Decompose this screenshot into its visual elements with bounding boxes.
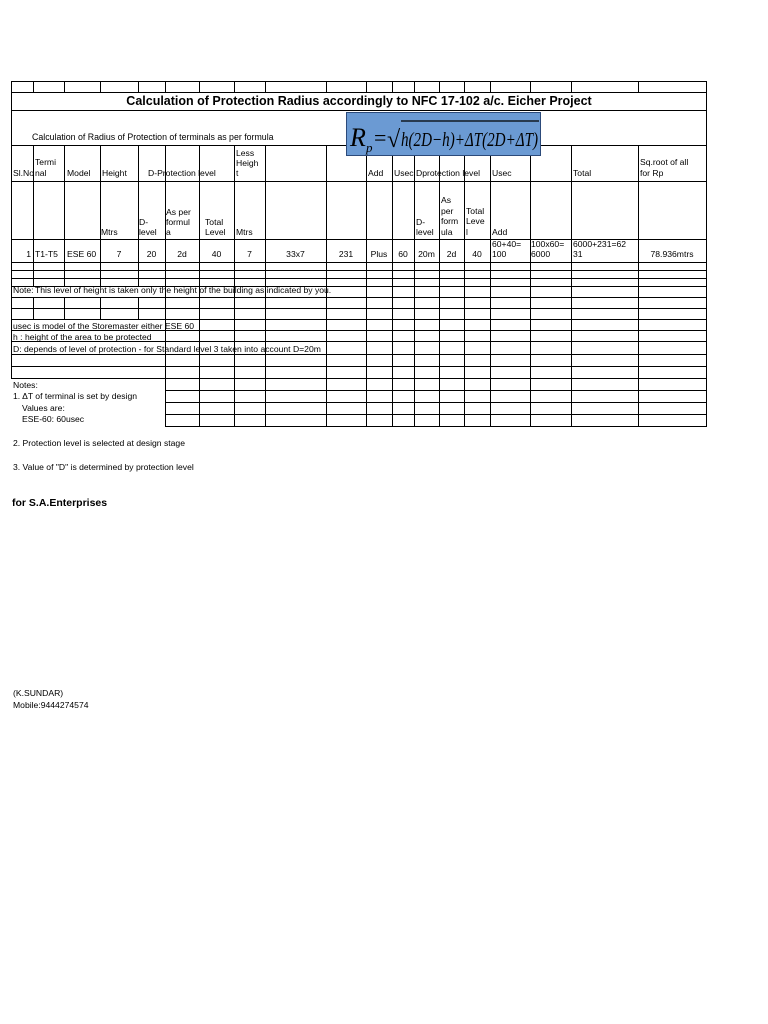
grid-line — [165, 426, 707, 427]
formula-box — [346, 112, 541, 156]
notes-item-1: 1. ΔT of terminal is set by design — [13, 391, 138, 401]
row1-less-height: 7 — [247, 249, 252, 259]
header-less-height-3: t — [236, 168, 239, 178]
sub-as-per2-1: As — [441, 195, 452, 205]
grid-line — [439, 286, 440, 379]
grid-line — [530, 286, 531, 379]
grid-line — [326, 262, 327, 287]
grid-line — [490, 145, 491, 263]
grid-line — [265, 286, 266, 379]
grid-line — [326, 378, 327, 427]
grid-line — [138, 297, 139, 320]
grid-line — [199, 286, 200, 379]
note-text: This level of height is taken only the height of the building as indicated by you. — [35, 285, 332, 295]
row1-mult: 33x7 — [286, 249, 305, 259]
grid-line — [11, 262, 707, 263]
sub-as-per2-3: form — [441, 216, 459, 226]
grid-line — [11, 92, 707, 93]
grid-line — [265, 262, 266, 287]
row1-as-per-formula: 2d — [177, 249, 187, 259]
grid-line — [234, 262, 235, 287]
grid-line — [11, 308, 707, 309]
grid-line — [414, 81, 415, 93]
formula-subscript: p — [366, 140, 373, 155]
grid-line — [100, 262, 101, 287]
grid-line — [638, 145, 639, 263]
row1-add-1: 60+40= — [492, 239, 522, 249]
grid-line — [199, 378, 200, 427]
sub-total-level-1: Total — [205, 217, 224, 227]
grid-line — [366, 262, 367, 287]
grid-line — [165, 378, 166, 427]
grid-line — [638, 262, 639, 287]
header-sqroot-1: Sq.root of all — [640, 157, 689, 167]
grid-line — [165, 262, 166, 287]
grid-line — [138, 145, 139, 263]
sub-total-level2-2: Leve — [466, 216, 485, 226]
grid-line — [64, 262, 65, 287]
sub-d-level2-2: level — [416, 227, 434, 237]
grid-line — [265, 81, 266, 93]
grid-line — [464, 262, 465, 287]
grid-line — [11, 366, 707, 367]
grid-line — [326, 81, 327, 93]
signature-mobile: Mobile:9444274574 — [13, 700, 89, 710]
signature-name: (K.SUNDAR) — [13, 688, 64, 698]
grid-line — [265, 145, 266, 263]
sub-as-per-1: As per — [166, 207, 191, 217]
grid-line — [464, 145, 465, 263]
grid-line — [11, 81, 12, 379]
grid-line — [490, 262, 491, 287]
grid-line — [530, 262, 531, 287]
row1-usec: 60 — [398, 249, 408, 259]
row1-model: ESE 60 — [67, 249, 97, 259]
sub-d-level2-1: D- — [416, 217, 426, 227]
sub-as-per-3: a — [166, 227, 171, 237]
grid-line — [530, 81, 531, 93]
row1-total-2: 31 — [573, 249, 583, 259]
grid-line — [234, 378, 235, 427]
grid-line — [392, 81, 393, 93]
grid-line — [265, 378, 266, 427]
grid-line — [414, 378, 415, 427]
grid-line — [490, 378, 491, 427]
notes-item-1-ese: ESE-60: 60usec — [22, 414, 85, 424]
grid-line — [138, 81, 139, 93]
header-model: Model — [67, 168, 91, 178]
header-total: Total — [573, 168, 592, 178]
notes-item-1-values: Values are: — [22, 403, 65, 413]
header-sqroot-2: for Rp — [640, 168, 664, 178]
header-terminal-2: nal — [35, 168, 47, 178]
grid-line — [11, 297, 707, 298]
grid-line — [138, 262, 139, 287]
grid-line — [100, 81, 101, 93]
grid-line — [199, 262, 200, 287]
note-usec-line: usec is model of the Storemaster either ESE 60 — [13, 321, 195, 331]
grid-line — [33, 81, 34, 93]
header-less-height-2: Heigh — [236, 158, 259, 168]
row1-usec-calc-1: 100x60= — [531, 239, 565, 249]
grid-line — [165, 402, 707, 403]
grid-line — [11, 270, 707, 271]
header-less-height-1: Less — [236, 148, 255, 158]
sub-as-per2-4: ula — [441, 227, 453, 237]
note-h-line: h : height of the area to be protected — [13, 332, 152, 342]
grid-line — [464, 81, 465, 93]
row1-total-level: 40 — [211, 249, 222, 259]
sub-total-level-2: Level — [205, 227, 226, 237]
header-dprotection-level: Dprotection level — [416, 168, 481, 178]
header-add: Add — [368, 168, 384, 178]
row1-d-level2: 20m — [418, 249, 435, 259]
grid-line — [11, 378, 707, 379]
formula-lhs: R — [350, 123, 366, 152]
grid-line — [64, 145, 65, 263]
grid-line — [366, 81, 367, 93]
formula-root-sign: √ — [387, 127, 401, 153]
sub-as-per-2: formul — [166, 217, 190, 227]
header-terminal-1: Termi — [35, 157, 57, 167]
grid-line — [100, 145, 101, 263]
grid-line — [165, 390, 707, 391]
grid-line — [439, 81, 440, 93]
grid-line — [392, 378, 393, 427]
row1-product: 231 — [338, 249, 354, 259]
grid-line — [326, 286, 327, 379]
grid-line — [638, 81, 639, 93]
sub-mtrs: Mtrs — [101, 227, 118, 237]
formula-equals: = — [374, 125, 387, 150]
row1-add-2: 100 — [492, 249, 507, 259]
grid-line — [414, 145, 415, 263]
notes-item-2: 2. Protection level is selected at design stage — [13, 438, 185, 448]
grid-line — [414, 286, 415, 379]
row1-as-per-formula2: 2d — [446, 249, 457, 259]
grid-line — [165, 414, 707, 415]
grid-line — [706, 81, 707, 427]
grid-line — [571, 378, 572, 427]
row1-usec-calc-2: 6000 — [531, 249, 551, 259]
grid-line — [490, 81, 491, 93]
grid-line — [64, 297, 65, 320]
grid-line — [464, 378, 465, 427]
header-sl-no: Sl.No — [13, 168, 35, 178]
grid-line — [571, 81, 572, 93]
note-label: Note: — [13, 285, 34, 295]
sub-add: Add — [492, 227, 508, 237]
grid-line — [638, 378, 639, 427]
grid-line — [366, 378, 367, 427]
grid-line — [392, 286, 393, 379]
grid-line — [392, 262, 393, 287]
grid-line — [571, 262, 572, 287]
grid-line — [100, 297, 101, 320]
header-d-protection-level: D-Protection level — [148, 168, 216, 178]
row1-d-level: 20 — [146, 249, 157, 259]
grid-line — [571, 145, 572, 263]
grid-line — [490, 286, 491, 379]
grid-line — [439, 145, 440, 263]
grid-line — [464, 286, 465, 379]
sub-d-level-2: level — [139, 227, 157, 237]
signature-for: for S.A.Enterprises — [12, 497, 108, 509]
grid-line — [326, 145, 327, 263]
grid-line — [11, 181, 707, 182]
sub-d-level-1: D- — [139, 217, 149, 227]
grid-line — [199, 145, 200, 263]
row1-plus: Plus — [370, 249, 388, 259]
grid-line — [234, 81, 235, 93]
grid-line — [33, 145, 34, 263]
grid-line — [165, 81, 166, 93]
grid-line — [64, 81, 65, 93]
grid-line — [199, 81, 200, 93]
grid-line — [11, 81, 707, 82]
grid-line — [11, 278, 707, 279]
sheet-subtitle: Calculation of Radius of Protection of terminals as per formula — [32, 132, 274, 142]
grid-line — [234, 145, 235, 263]
row1-total-1: 6000+231=62 — [573, 239, 627, 249]
sub-mtrs-2: Mtrs — [236, 227, 253, 237]
header-height: Height — [102, 168, 127, 178]
sheet-title: Calculation of Protection Radius accordingly to NFC 17-102 a/c. Eicher Project — [126, 94, 592, 108]
grid-line — [366, 145, 367, 263]
grid-line — [414, 262, 415, 287]
grid-line — [638, 286, 639, 379]
grid-line — [392, 145, 393, 263]
row1-terminal: T1-T5 — [35, 249, 58, 259]
row1-total-level2: 40 — [472, 249, 482, 259]
grid-line — [11, 81, 12, 93]
grid-line — [11, 110, 707, 111]
sub-as-per2-2: per — [441, 206, 454, 216]
row1-sqroot: 78.936mtrs — [650, 249, 694, 259]
header-usec: Usec — [394, 168, 414, 178]
formula-rhs: h(2D−h)+ΔT(2D+ΔT) — [401, 129, 539, 151]
sub-total-level2-3: l — [466, 227, 468, 237]
grid-line — [33, 297, 34, 320]
grid-line — [165, 286, 166, 379]
note-d-line: D: depends of level of protection - for Standard level 3 taken into account D=20m — [13, 344, 321, 354]
notes-label: Notes: — [13, 380, 38, 390]
formula-graphic — [347, 113, 542, 157]
grid-line — [530, 378, 531, 427]
grid-line — [33, 262, 34, 287]
sub-total-level2-1: Total — [466, 206, 485, 216]
row1-height: 7 — [116, 249, 122, 259]
grid-line — [571, 286, 572, 379]
grid-line — [439, 262, 440, 287]
grid-line — [439, 378, 440, 427]
grid-line — [165, 145, 166, 263]
grid-line — [234, 286, 235, 379]
grid-line — [706, 81, 707, 93]
row1-sl: 1 — [26, 249, 31, 259]
grid-line — [366, 286, 367, 379]
grid-line — [11, 319, 707, 320]
notes-item-3: 3. Value of "D" is determined by protection level — [13, 462, 194, 472]
header-usec-2: Usec — [492, 168, 512, 178]
